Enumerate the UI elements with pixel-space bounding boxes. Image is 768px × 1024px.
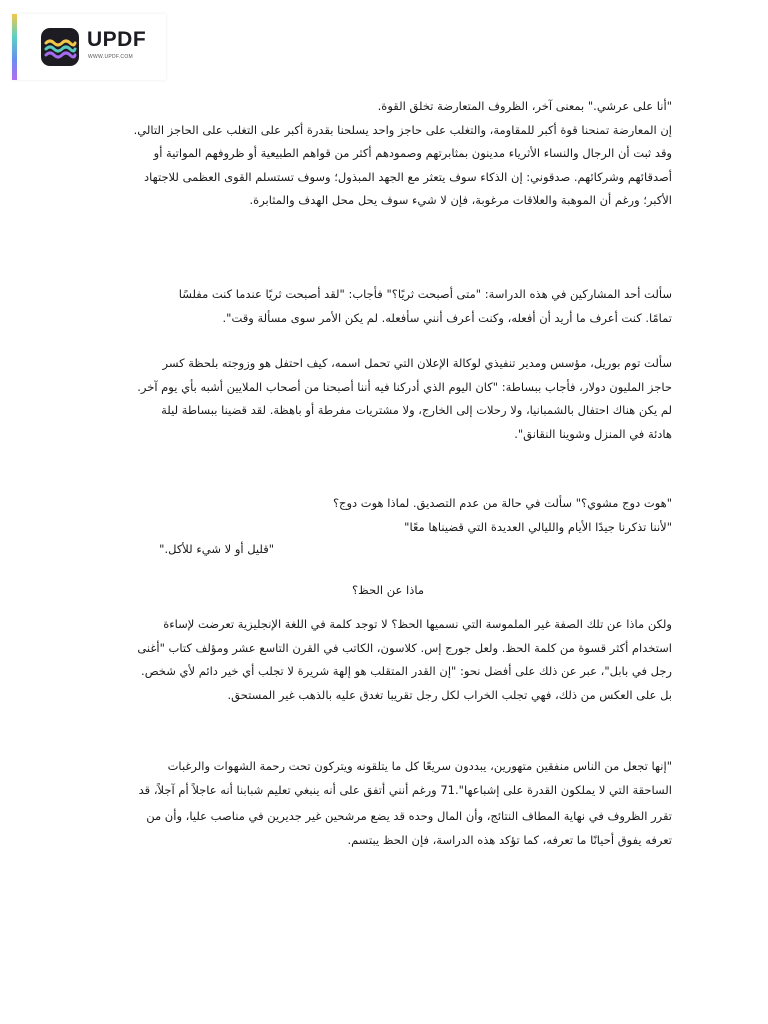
paragraph-luck: [100, 613, 672, 707]
text-line: رجل في بابل"، عبر عن ذلك على أفضل نحو: "إن القدر المتقلب هو إلهة شريرة لا تجلب أي خير دائم لأي شخص.: [141, 664, 672, 678]
text-line: تمامًا. كنت أعرف ما أريد أن أفعله، وكنت أعرف أنني سأفعله. لم يكن الأمر سوى مسألة وقت".: [222, 310, 672, 325]
updf-logo: [12, 14, 166, 80]
text-line: إن المعارضة تمنحنا قوة أكبر للمقاومة، والتغلب على حاجز واحد يسلحنا بقدرة أكبر على التغلب على الحاجز التالي.: [133, 122, 672, 137]
text-line: هادئة في المنزل وشوينا النقانق".: [514, 426, 672, 441]
text-line: تعرفه يفوق أحيانًا ما تعرفه، كما تؤكد هذه الدراسة، فإن الحظ يبتسم.: [347, 832, 672, 847]
paragraph-hot-dog: [100, 492, 672, 539]
paragraph-little-to-eat: [100, 538, 672, 562]
logo-wordmark: UPDF: [87, 28, 147, 51]
text-line: سألت أحد المشاركين في هذه الدراسة: "متى أصبحت ثريًا؟" فأجاب: "لقد أصبحت ثريًا عندما كنت مفلسًا: [178, 287, 672, 301]
text-line: الساحقة التي لا يملكون القدرة على إشباعها".71 ورغم أنني أتفق على أنه ينبغي تعليم شبابنا أنه عاجلاً أم آجلاً، قد: [138, 782, 672, 797]
text-line: سألت توم بوريل، مؤسس ومدير تنفيذي لوكالة الإعلان التي تحمل اسمه، كيف احتفل هو وزوجته بلحظة كسر: [162, 356, 672, 370]
text-line: ولكن ماذا عن تلك الصفة غير الملموسة التي نسميها الحظ؟ لا توجد كلمة في اللغة الإنجليزية تعرضت لإساءة: [163, 617, 672, 631]
text-line: "لأننا تذكرنا جيدًا الأيام والليالي العديدة التي قضيناها معًا": [404, 519, 672, 534]
paragraph-spenders: [100, 755, 672, 852]
section-heading-luck: [100, 579, 672, 603]
paragraph-tom-burrell: [100, 352, 672, 446]
text-line: تقرر الظروف في نهاية المطاف النتائج، وأن المال وحده قد يضع مرشحين غير جديرين في مناصب عليا، وأن من: [146, 809, 672, 823]
text-line: ماذا عن الحظ؟: [351, 583, 424, 597]
updf-logo-icon: [41, 28, 79, 66]
text-line: الأكبر؛ ورغم أن الموهبة والعلاقات مرغوبة، فإن لا شيء سوف يحل محل الهدف والمثابرة.: [249, 193, 672, 207]
text-line: استخدام أكثر قسوة من كلمة الحظ. ولعل جورج إس. كلاسون، الكاتب في القرن التاسع عشر ومؤلف كتاب "أغنى: [137, 640, 672, 655]
logo-color-strip: [12, 14, 17, 80]
text-line: حاجز المليون دولار، فأجاب ببساطة: "كان اليوم الذي أدركنا فيه أننا أصبحنا من أصحاب الملايين أشبه بأي يوم آخر.: [137, 379, 672, 394]
logo-url: WWW.UPDF.COM: [88, 54, 133, 60]
text-line: أصدقائهم وشركائهم. صدقوني: إن الذكاء سوف يتعثر مع الجهد المبذول؛ وسوف تستسلم القوى العظمى للاجتهاد: [144, 169, 672, 184]
paragraph-throne: [100, 95, 672, 213]
paragraph-participant: [100, 283, 672, 330]
text-line: "إنها تجعل من الناس منفقين متهورين، يبددون سريعًا كل ما يتلقونه ويتركون تحت رحمة الشهوات والرغبات: [167, 759, 672, 773]
text-line: وقد ثبت أن الرجال والنساء الأثرياء مدينون بمثابرتهم وصمودهم أكثر من قواهم الطبيعية أو ظروفهم المواتية أو: [153, 146, 672, 160]
text-line: "أنا على عرشي." بمعنى آخر، الظروف المتعارضة تخلق القوة.: [377, 99, 672, 113]
text-line: "هوت دوج مشوي؟" سألت في حالة من عدم التصديق. لماذا هوت دوج؟: [332, 496, 672, 510]
text-line: لم يكن هناك احتفال بالشمبانيا، ولا رحلات إلى الخارج، ولا مشتريات مفرطة أو باهظة. لقد قضينا ببساطة ليلة: [161, 403, 672, 417]
text-line: "قليل أو لا شيء للأكل.": [159, 542, 274, 556]
text-line: بل على العكس من ذلك، فهي تجلب الخراب لكل رجل تقريبا تغدق عليه بالذهب غير المستحق.: [227, 687, 672, 702]
